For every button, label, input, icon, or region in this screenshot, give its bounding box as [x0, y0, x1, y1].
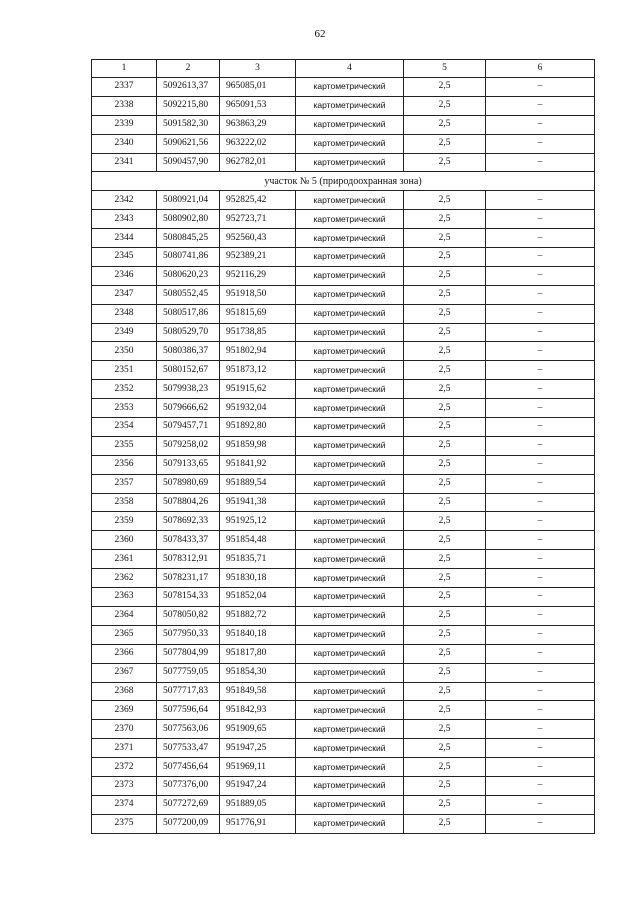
y-coordinate-cell: 962782,01	[220, 153, 296, 172]
point-number-cell: 2352	[92, 380, 157, 399]
table-body-before	[92, 78, 595, 172]
note-cell: –	[486, 682, 595, 701]
method-cell: картометрический	[296, 361, 404, 380]
y-coordinate-cell: 965085,01	[220, 78, 296, 97]
accuracy-cell: 2,5	[404, 304, 486, 323]
y-coordinate-cell: 952560,43	[220, 229, 296, 248]
y-coordinate-cell: 952723,71	[220, 210, 296, 229]
point-number-cell: 2367	[92, 663, 157, 682]
y-coordinate-cell: 951892,80	[220, 418, 296, 437]
method-cell: картометрический	[296, 210, 404, 229]
accuracy-cell: 2,5	[404, 512, 486, 531]
point-number-cell: 2372	[92, 758, 157, 777]
accuracy-cell: 2,5	[404, 625, 486, 644]
table-row	[92, 78, 595, 97]
method-cell: картометрический	[296, 342, 404, 361]
y-coordinate-cell: 951873,12	[220, 361, 296, 380]
table-row	[92, 474, 595, 493]
accuracy-cell: 2,5	[404, 663, 486, 682]
x-coordinate-cell: 5077272,69	[157, 795, 220, 814]
table-row	[92, 663, 595, 682]
y-coordinate-cell: 951817,80	[220, 644, 296, 663]
method-cell: картометрический	[296, 323, 404, 342]
table-row	[92, 380, 595, 399]
table-row	[92, 739, 595, 758]
x-coordinate-cell: 5078433,37	[157, 531, 220, 550]
table-row	[92, 682, 595, 701]
y-coordinate-cell: 951969,11	[220, 758, 296, 777]
note-cell: –	[486, 814, 595, 833]
method-cell: картометрический	[296, 644, 404, 663]
point-number-cell: 2345	[92, 248, 157, 267]
y-coordinate-cell: 951918,50	[220, 285, 296, 304]
method-cell: картометрический	[296, 96, 404, 115]
method-cell: картометрический	[296, 134, 404, 153]
method-cell: картометрический	[296, 493, 404, 512]
table-row	[92, 229, 595, 248]
table-row	[92, 493, 595, 512]
table-row	[92, 342, 595, 361]
x-coordinate-cell: 5080552,45	[157, 285, 220, 304]
point-number-cell: 2364	[92, 606, 157, 625]
table-header-row	[92, 60, 595, 78]
x-coordinate-cell: 5080845,25	[157, 229, 220, 248]
point-number-cell: 2350	[92, 342, 157, 361]
note-cell: –	[486, 304, 595, 323]
y-coordinate-cell: 951889,05	[220, 795, 296, 814]
accuracy-cell: 2,5	[404, 115, 486, 134]
y-coordinate-cell: 951925,12	[220, 512, 296, 531]
method-cell: картометрический	[296, 436, 404, 455]
note-cell: –	[486, 758, 595, 777]
point-number-cell: 2341	[92, 153, 157, 172]
point-number-cell: 2360	[92, 531, 157, 550]
table-row	[92, 795, 595, 814]
accuracy-cell: 2,5	[404, 550, 486, 569]
method-cell: картометрический	[296, 531, 404, 550]
note-cell: –	[486, 115, 595, 134]
column-header: 6	[486, 60, 595, 78]
point-number-cell: 2344	[92, 229, 157, 248]
point-number-cell: 2371	[92, 739, 157, 758]
y-coordinate-cell: 951815,69	[220, 304, 296, 323]
note-cell: –	[486, 78, 595, 97]
y-coordinate-cell: 951859,98	[220, 436, 296, 455]
x-coordinate-cell: 5079938,23	[157, 380, 220, 399]
point-number-cell: 2370	[92, 720, 157, 739]
table-row	[92, 625, 595, 644]
table-row	[92, 210, 595, 229]
method-cell: картометрический	[296, 606, 404, 625]
point-number-cell: 2365	[92, 625, 157, 644]
x-coordinate-cell: 5078692,33	[157, 512, 220, 531]
accuracy-cell: 2,5	[404, 285, 486, 304]
accuracy-cell: 2,5	[404, 455, 486, 474]
point-number-cell: 2340	[92, 134, 157, 153]
table-row	[92, 550, 595, 569]
y-coordinate-cell: 951842,93	[220, 701, 296, 720]
note-cell: –	[486, 399, 595, 418]
table-row	[92, 512, 595, 531]
accuracy-cell: 2,5	[404, 96, 486, 115]
method-cell: картометрический	[296, 153, 404, 172]
y-coordinate-cell: 952116,29	[220, 266, 296, 285]
accuracy-cell: 2,5	[404, 380, 486, 399]
note-cell: –	[486, 248, 595, 267]
table-row	[92, 569, 595, 588]
point-number-cell: 2347	[92, 285, 157, 304]
note-cell: –	[486, 625, 595, 644]
table-row	[92, 304, 595, 323]
method-cell: картометрический	[296, 758, 404, 777]
method-cell: картометрический	[296, 266, 404, 285]
method-cell: картометрический	[296, 776, 404, 795]
note-cell: –	[486, 606, 595, 625]
x-coordinate-cell: 5077200,09	[157, 814, 220, 833]
y-coordinate-cell: 951882,72	[220, 606, 296, 625]
section-body	[92, 172, 595, 191]
x-coordinate-cell: 5077456,64	[157, 758, 220, 777]
accuracy-cell: 2,5	[404, 248, 486, 267]
accuracy-cell: 2,5	[404, 493, 486, 512]
note-cell: –	[486, 380, 595, 399]
note-cell: –	[486, 436, 595, 455]
note-cell: –	[486, 550, 595, 569]
point-number-cell: 2348	[92, 304, 157, 323]
method-cell: картометрический	[296, 739, 404, 758]
accuracy-cell: 2,5	[404, 436, 486, 455]
y-coordinate-cell: 951915,62	[220, 380, 296, 399]
accuracy-cell: 2,5	[404, 531, 486, 550]
column-header: 4	[296, 60, 404, 78]
x-coordinate-cell: 5090457,90	[157, 153, 220, 172]
point-number-cell: 2361	[92, 550, 157, 569]
note-cell: –	[486, 285, 595, 304]
accuracy-cell: 2,5	[404, 210, 486, 229]
accuracy-cell: 2,5	[404, 720, 486, 739]
method-cell: картометрический	[296, 229, 404, 248]
y-coordinate-cell: 951889,54	[220, 474, 296, 493]
table-row	[92, 361, 595, 380]
point-number-cell: 2358	[92, 493, 157, 512]
x-coordinate-cell: 5079133,65	[157, 455, 220, 474]
x-coordinate-cell: 5077717,83	[157, 682, 220, 701]
note-cell: –	[486, 531, 595, 550]
point-number-cell: 2349	[92, 323, 157, 342]
accuracy-cell: 2,5	[404, 191, 486, 210]
table-row	[92, 436, 595, 455]
accuracy-cell: 2,5	[404, 814, 486, 833]
x-coordinate-cell: 5090621,56	[157, 134, 220, 153]
point-number-cell: 2357	[92, 474, 157, 493]
point-number-cell: 2337	[92, 78, 157, 97]
x-coordinate-cell: 5080152,67	[157, 361, 220, 380]
note-cell: –	[486, 361, 595, 380]
page-number: 62	[314, 28, 326, 40]
point-number-cell: 2366	[92, 644, 157, 663]
note-cell: –	[486, 455, 595, 474]
note-cell: –	[486, 191, 595, 210]
method-cell: картометрический	[296, 418, 404, 437]
column-header: 3	[220, 60, 296, 78]
accuracy-cell: 2,5	[404, 78, 486, 97]
note-cell: –	[486, 210, 595, 229]
column-header: 2	[157, 60, 220, 78]
table-row	[92, 266, 595, 285]
y-coordinate-cell: 951776,91	[220, 814, 296, 833]
x-coordinate-cell: 5078804,26	[157, 493, 220, 512]
table-row	[92, 455, 595, 474]
table-row	[92, 191, 595, 210]
y-coordinate-cell: 951849,58	[220, 682, 296, 701]
accuracy-cell: 2,5	[404, 229, 486, 248]
x-coordinate-cell: 5078312,91	[157, 550, 220, 569]
note-cell: –	[486, 588, 595, 607]
column-header: 1	[92, 60, 157, 78]
method-cell: картометрический	[296, 588, 404, 607]
accuracy-cell: 2,5	[404, 588, 486, 607]
x-coordinate-cell: 5078050,82	[157, 606, 220, 625]
x-coordinate-cell: 5079258,02	[157, 436, 220, 455]
x-coordinate-cell: 5091582,30	[157, 115, 220, 134]
method-cell: картометрический	[296, 512, 404, 531]
y-coordinate-cell: 951738,85	[220, 323, 296, 342]
note-cell: –	[486, 153, 595, 172]
table-row	[92, 96, 595, 115]
note-cell: –	[486, 720, 595, 739]
table-row	[92, 115, 595, 134]
note-cell: –	[486, 96, 595, 115]
method-cell: картометрический	[296, 399, 404, 418]
table-row	[92, 531, 595, 550]
note-cell: –	[486, 266, 595, 285]
table-row	[92, 418, 595, 437]
accuracy-cell: 2,5	[404, 795, 486, 814]
x-coordinate-cell: 5080902,80	[157, 210, 220, 229]
accuracy-cell: 2,5	[404, 758, 486, 777]
accuracy-cell: 2,5	[404, 266, 486, 285]
table-row	[92, 644, 595, 663]
table-row	[92, 399, 595, 418]
accuracy-cell: 2,5	[404, 399, 486, 418]
x-coordinate-cell: 5080529,70	[157, 323, 220, 342]
x-coordinate-cell: 5080386,37	[157, 342, 220, 361]
method-cell: картометрический	[296, 663, 404, 682]
y-coordinate-cell: 963863,29	[220, 115, 296, 134]
note-cell: –	[486, 342, 595, 361]
method-cell: картометрический	[296, 814, 404, 833]
method-cell: картометрический	[296, 78, 404, 97]
point-number-cell: 2354	[92, 418, 157, 437]
y-coordinate-cell: 951854,30	[220, 663, 296, 682]
x-coordinate-cell: 5078980,69	[157, 474, 220, 493]
point-number-cell: 2355	[92, 436, 157, 455]
y-coordinate-cell: 951947,25	[220, 739, 296, 758]
table-row	[92, 758, 595, 777]
point-number-cell: 2368	[92, 682, 157, 701]
method-cell: картометрический	[296, 720, 404, 739]
note-cell: –	[486, 493, 595, 512]
y-coordinate-cell: 951852,04	[220, 588, 296, 607]
accuracy-cell: 2,5	[404, 361, 486, 380]
x-coordinate-cell: 5077596,64	[157, 701, 220, 720]
accuracy-cell: 2,5	[404, 569, 486, 588]
method-cell: картометрический	[296, 191, 404, 210]
point-number-cell: 2353	[92, 399, 157, 418]
note-cell: –	[486, 229, 595, 248]
y-coordinate-cell: 951941,38	[220, 493, 296, 512]
point-number-cell: 2343	[92, 210, 157, 229]
point-number-cell: 2359	[92, 512, 157, 531]
accuracy-cell: 2,5	[404, 418, 486, 437]
point-number-cell: 2356	[92, 455, 157, 474]
method-cell: картометрический	[296, 455, 404, 474]
table-row	[92, 153, 595, 172]
x-coordinate-cell: 5077950,33	[157, 625, 220, 644]
method-cell: картометрический	[296, 795, 404, 814]
point-number-cell: 2342	[92, 191, 157, 210]
note-cell: –	[486, 134, 595, 153]
point-number-cell: 2374	[92, 795, 157, 814]
y-coordinate-cell: 965091,53	[220, 96, 296, 115]
accuracy-cell: 2,5	[404, 776, 486, 795]
accuracy-cell: 2,5	[404, 134, 486, 153]
x-coordinate-cell: 5080620,23	[157, 266, 220, 285]
table-body-after	[92, 191, 595, 833]
point-number-cell: 2369	[92, 701, 157, 720]
note-cell: –	[486, 795, 595, 814]
point-number-cell: 2362	[92, 569, 157, 588]
x-coordinate-cell: 5077804,99	[157, 644, 220, 663]
table-row	[92, 285, 595, 304]
table-row	[92, 776, 595, 795]
accuracy-cell: 2,5	[404, 701, 486, 720]
y-coordinate-cell: 963222,02	[220, 134, 296, 153]
y-coordinate-cell: 951947,24	[220, 776, 296, 795]
y-coordinate-cell: 951802,94	[220, 342, 296, 361]
note-cell: –	[486, 663, 595, 682]
point-number-cell: 2373	[92, 776, 157, 795]
table-row	[92, 248, 595, 267]
table-row	[92, 323, 595, 342]
y-coordinate-cell: 951840,18	[220, 625, 296, 644]
note-cell: –	[486, 474, 595, 493]
coordinates-table	[91, 59, 595, 834]
note-cell: –	[486, 323, 595, 342]
accuracy-cell: 2,5	[404, 682, 486, 701]
point-number-cell: 2375	[92, 814, 157, 833]
point-number-cell: 2339	[92, 115, 157, 134]
table-row	[92, 134, 595, 153]
method-cell: картометрический	[296, 701, 404, 720]
x-coordinate-cell: 5079666,62	[157, 399, 220, 418]
x-coordinate-cell: 5092215,80	[157, 96, 220, 115]
y-coordinate-cell: 952825,42	[220, 191, 296, 210]
x-coordinate-cell: 5077563,06	[157, 720, 220, 739]
table-row	[92, 814, 595, 833]
x-coordinate-cell: 5077376,00	[157, 776, 220, 795]
note-cell: –	[486, 418, 595, 437]
x-coordinate-cell: 5080517,86	[157, 304, 220, 323]
x-coordinate-cell: 5078231,17	[157, 569, 220, 588]
accuracy-cell: 2,5	[404, 739, 486, 758]
x-coordinate-cell: 5078154,33	[157, 588, 220, 607]
accuracy-cell: 2,5	[404, 342, 486, 361]
method-cell: картометрический	[296, 248, 404, 267]
note-cell: –	[486, 644, 595, 663]
accuracy-cell: 2,5	[404, 153, 486, 172]
method-cell: картометрический	[296, 380, 404, 399]
y-coordinate-cell: 951932,04	[220, 399, 296, 418]
method-cell: картометрический	[296, 625, 404, 644]
point-number-cell: 2351	[92, 361, 157, 380]
method-cell: картометрический	[296, 115, 404, 134]
accuracy-cell: 2,5	[404, 323, 486, 342]
x-coordinate-cell: 5080921,04	[157, 191, 220, 210]
note-cell: –	[486, 776, 595, 795]
accuracy-cell: 2,5	[404, 474, 486, 493]
note-cell: –	[486, 512, 595, 531]
method-cell: картометрический	[296, 569, 404, 588]
note-cell: –	[486, 701, 595, 720]
y-coordinate-cell: 951841,92	[220, 455, 296, 474]
table-row	[92, 606, 595, 625]
accuracy-cell: 2,5	[404, 644, 486, 663]
method-cell: картометрический	[296, 682, 404, 701]
x-coordinate-cell: 5092613,37	[157, 78, 220, 97]
y-coordinate-cell: 951854,48	[220, 531, 296, 550]
method-cell: картометрический	[296, 304, 404, 323]
method-cell: картометрический	[296, 550, 404, 569]
section-title: участок № 5 (природоохранная зона)	[92, 172, 595, 191]
y-coordinate-cell: 951835,71	[220, 550, 296, 569]
y-coordinate-cell: 951830,18	[220, 569, 296, 588]
x-coordinate-cell: 5079457,71	[157, 418, 220, 437]
table-row	[92, 701, 595, 720]
table-row	[92, 588, 595, 607]
method-cell: картометрический	[296, 474, 404, 493]
point-number-cell: 2346	[92, 266, 157, 285]
y-coordinate-cell: 951909,65	[220, 720, 296, 739]
point-number-cell: 2338	[92, 96, 157, 115]
note-cell: –	[486, 569, 595, 588]
point-number-cell: 2363	[92, 588, 157, 607]
table-row	[92, 720, 595, 739]
accuracy-cell: 2,5	[404, 606, 486, 625]
x-coordinate-cell: 5080741,86	[157, 248, 220, 267]
y-coordinate-cell: 952389,21	[220, 248, 296, 267]
x-coordinate-cell: 5077759,05	[157, 663, 220, 682]
note-cell: –	[486, 739, 595, 758]
x-coordinate-cell: 5077533,47	[157, 739, 220, 758]
column-header: 5	[404, 60, 486, 78]
method-cell: картометрический	[296, 285, 404, 304]
section-row	[92, 172, 595, 191]
